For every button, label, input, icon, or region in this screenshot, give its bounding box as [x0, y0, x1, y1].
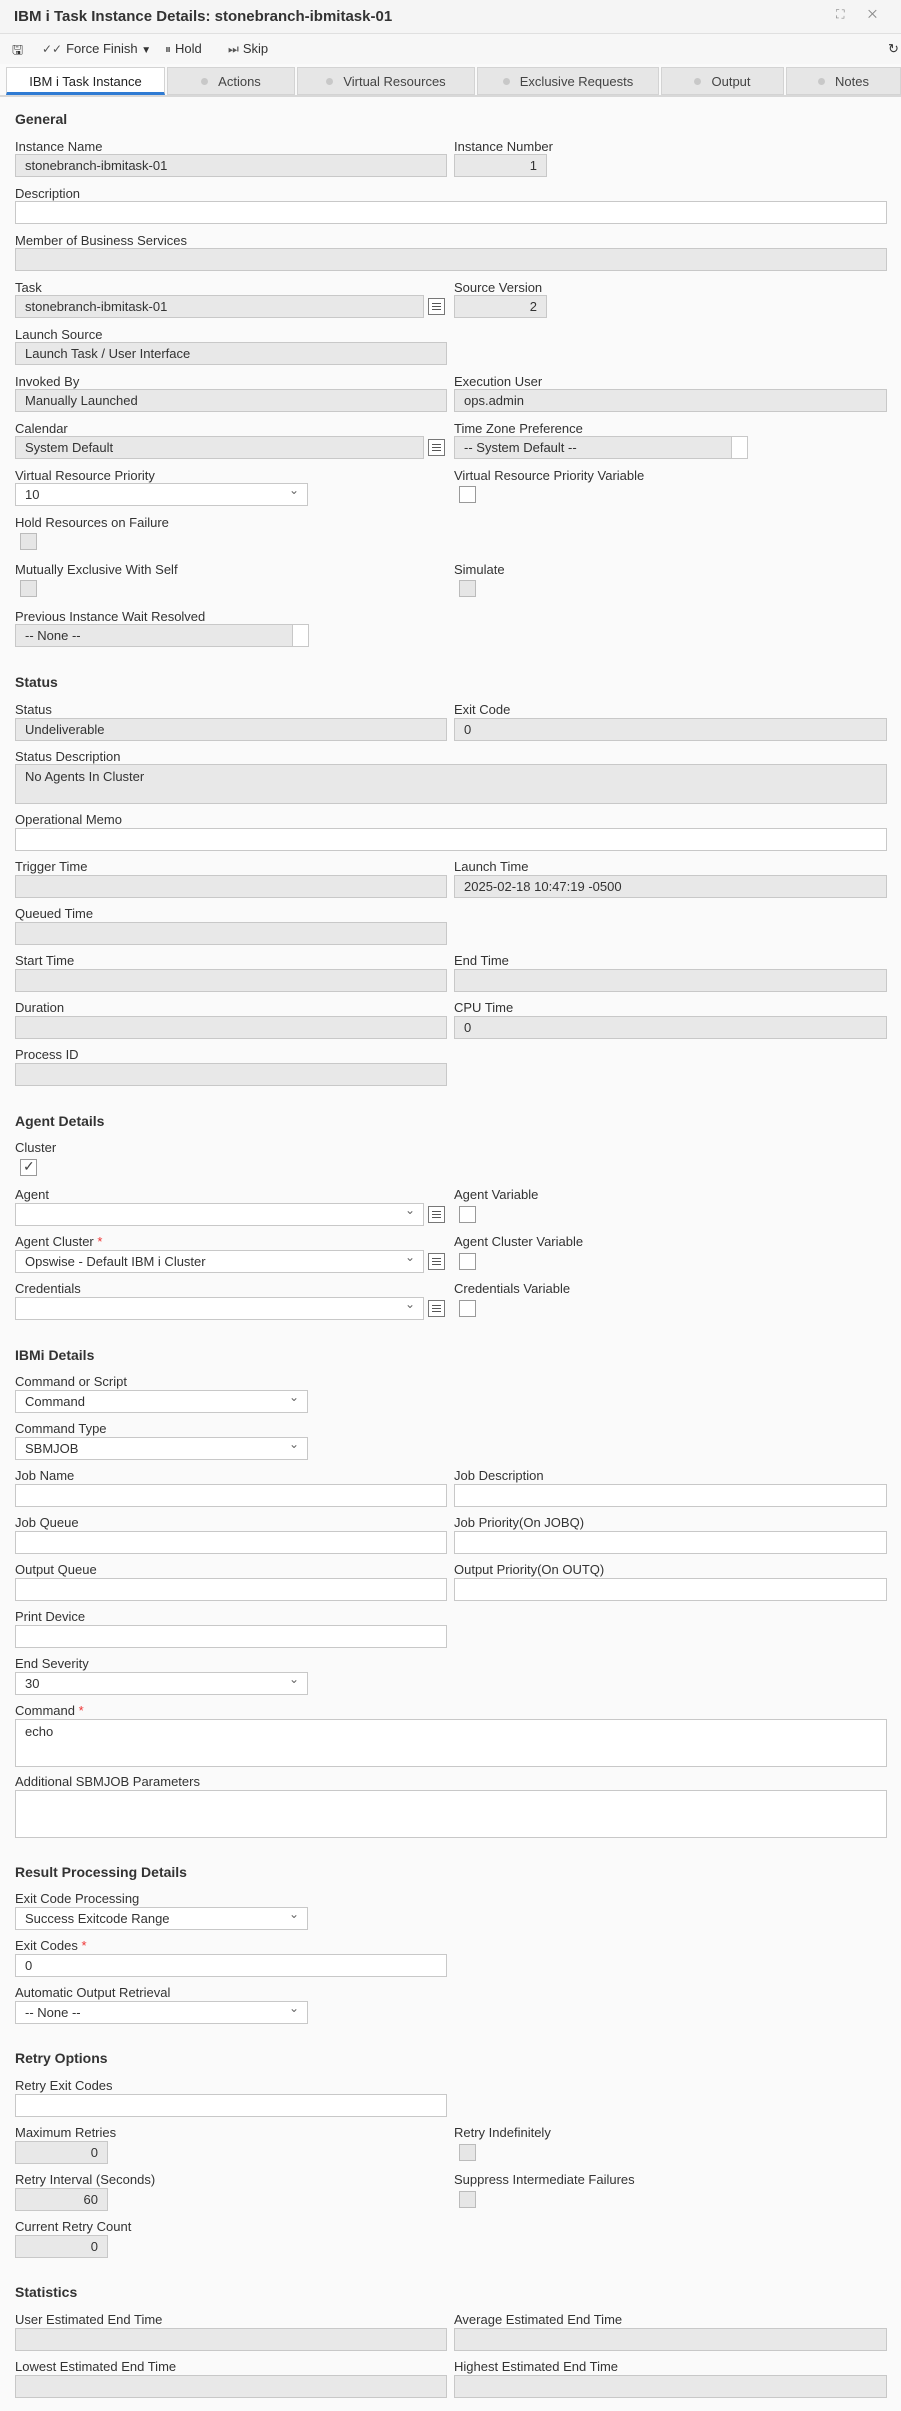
tab-actions[interactable]: Actions	[167, 67, 295, 95]
credentials-select[interactable]	[15, 1297, 424, 1320]
prev-instance-button[interactable]	[293, 624, 309, 647]
credentials-details-icon[interactable]	[428, 1300, 445, 1317]
status-description-field: No Agents In Cluster	[15, 764, 887, 804]
retry-interval-label: Retry Interval (Seconds)	[15, 2172, 156, 2187]
additional-sbmjob-textarea[interactable]	[15, 1790, 887, 1838]
credentials-label: Credentials	[15, 1281, 81, 1296]
auto-output-select[interactable]: -- None -- ⌄	[15, 2001, 308, 2024]
pause-icon: ⏸	[165, 42, 172, 56]
operational-memo-input[interactable]	[15, 828, 887, 851]
retry-indefinitely-checkbox[interactable]	[459, 2144, 476, 2161]
command-or-script-label: Command or Script	[15, 1374, 127, 1389]
agent-variable-checkbox[interactable]	[459, 1206, 476, 1223]
job-priority-input[interactable]	[454, 1531, 887, 1554]
user-estimated-end-field	[15, 2328, 447, 2351]
additional-sbmjob-label: Additional SBMJOB Parameters	[15, 1774, 200, 1789]
tab-exclusive-requests[interactable]: Exclusive Requests	[477, 67, 659, 95]
max-retries-label: Maximum Retries	[15, 2125, 117, 2140]
source-version-label: Source Version	[454, 280, 543, 295]
section-result-processing: Result Processing Details	[15, 1864, 187, 1880]
description-label: Description	[15, 186, 81, 201]
tab-status-dot	[503, 78, 510, 85]
current-retry-count-field: 0	[15, 2235, 108, 2258]
section-general: General	[15, 111, 68, 127]
output-priority-input[interactable]	[454, 1578, 887, 1601]
command-label: Command *	[15, 1703, 84, 1718]
duration-label: Duration	[15, 1000, 65, 1015]
launch-source-label: Launch Source	[15, 327, 103, 342]
start-time-label: Start Time	[15, 953, 75, 968]
command-type-label: Command Type	[15, 1421, 107, 1436]
average-estimated-end-field	[454, 2328, 887, 2351]
job-description-label: Job Description	[454, 1468, 544, 1483]
suppress-failures-label: Suppress Intermediate Failures	[454, 2172, 635, 2187]
required-marker: *	[97, 1234, 103, 1249]
trigger-time-field	[15, 875, 447, 898]
force-finish-button[interactable]: ✓✓ Force Finish ▼	[42, 41, 152, 56]
vr-priority-label: Virtual Resource Priority	[15, 468, 155, 483]
average-estimated-end-label: Average Estimated End Time	[454, 2312, 623, 2327]
invoked-by-field: Manually Launched	[15, 389, 447, 412]
agent-details-icon[interactable]	[428, 1206, 445, 1223]
window-title: IBM i Task Instance Details: stonebranch-ibmitask-01	[14, 8, 393, 25]
queued-time-label: Queued Time	[15, 906, 94, 921]
task-field: stonebranch-ibmitask-01	[15, 295, 424, 318]
end-severity-select[interactable]: 30 ⌄	[15, 1672, 308, 1695]
command-or-script-select[interactable]: Command ⌄	[15, 1390, 308, 1413]
job-description-input[interactable]	[454, 1484, 887, 1507]
execution-user-label: Execution User	[454, 374, 543, 389]
job-name-label: Job Name	[15, 1468, 75, 1483]
execution-user-field: ops.admin	[454, 389, 887, 412]
command-textarea[interactable]: echo	[15, 1719, 887, 1767]
agent-cluster-variable-checkbox[interactable]	[459, 1253, 476, 1270]
agent-select[interactable]	[15, 1203, 424, 1226]
time-zone-label: Time Zone Preference	[454, 421, 583, 436]
required-marker: *	[78, 1703, 84, 1718]
cpu-time-field: 0	[454, 1016, 887, 1039]
hold-resources-checkbox[interactable]	[20, 533, 37, 550]
prev-instance-field: -- None --	[15, 624, 293, 647]
job-queue-label: Job Queue	[15, 1515, 79, 1530]
section-statistics: Statistics	[15, 2284, 78, 2300]
cpu-time-label: CPU Time	[454, 1000, 514, 1015]
member-business-services-label: Member of Business Services	[15, 233, 187, 248]
refresh-icon[interactable]: ↻	[888, 41, 899, 56]
status-label: Status	[15, 702, 52, 717]
lowest-estimated-end-field	[15, 2375, 447, 2398]
job-queue-input[interactable]	[15, 1531, 447, 1554]
duration-field	[15, 1016, 447, 1039]
credentials-variable-label: Credentials Variable	[454, 1281, 571, 1296]
mutually-exclusive-label: Mutually Exclusive With Self	[15, 562, 178, 577]
simulate-checkbox[interactable]	[459, 580, 476, 597]
section-status: Status	[15, 674, 58, 690]
user-estimated-end-label: User Estimated End Time	[15, 2312, 163, 2327]
tab-output[interactable]: Output	[661, 67, 784, 95]
current-retry-count-label: Current Retry Count	[15, 2219, 132, 2234]
tab-bar	[0, 67, 901, 97]
simulate-label: Simulate	[454, 562, 505, 577]
cluster-label: Cluster	[15, 1140, 57, 1155]
exit-codes-label: Exit Codes *	[15, 1938, 87, 1953]
output-queue-label: Output Queue	[15, 1562, 97, 1577]
tab-status-dot	[694, 78, 701, 85]
instance-number-label: Instance Number	[454, 139, 553, 154]
calendar-label: Calendar	[15, 421, 68, 436]
instance-name-field: stonebranch-ibmitask-01	[15, 154, 447, 177]
job-priority-label: Job Priority(On JOBQ)	[454, 1515, 585, 1530]
launch-source-field: Launch Task / User Interface	[15, 342, 447, 365]
launch-time-field: 2025-02-18 10:47:19 -0500	[454, 875, 887, 898]
agent-variable-label: Agent Variable	[454, 1187, 539, 1202]
queued-time-field	[15, 922, 447, 945]
end-time-field	[454, 969, 887, 992]
cluster-checkbox[interactable]	[20, 1159, 37, 1176]
status-field: Undeliverable	[15, 718, 447, 741]
section-agent-details: Agent Details	[15, 1113, 105, 1129]
calendar-details-icon[interactable]	[428, 439, 445, 456]
print-device-input[interactable]	[15, 1625, 447, 1648]
save-icon[interactable]: 🖫	[12, 42, 24, 57]
agent-cluster-select[interactable]: Opswise - Default IBM i Cluster ⌄	[15, 1250, 424, 1273]
tab-status-dot	[326, 78, 333, 85]
tab-virtual-resources[interactable]: Virtual Resources	[297, 67, 475, 95]
hold-resources-label: Hold Resources on Failure	[15, 515, 169, 530]
start-time-field	[15, 969, 447, 992]
time-zone-button[interactable]	[732, 436, 748, 459]
calendar-field: System Default	[15, 436, 424, 459]
retry-exit-codes-label: Retry Exit Codes	[15, 2078, 113, 2093]
task-details-icon[interactable]	[428, 298, 445, 315]
status-description-label: Status Description	[15, 749, 121, 764]
instance-name-label: Instance Name	[15, 139, 103, 154]
exit-codes-input[interactable]: 0	[15, 1954, 447, 1977]
member-business-services-field[interactable]	[15, 248, 887, 271]
exit-code-processing-select[interactable]: Success Exitcode Range ⌄	[15, 1907, 308, 1930]
job-name-input[interactable]	[15, 1484, 447, 1507]
retry-exit-codes-input[interactable]	[15, 2094, 447, 2117]
tab-status-dot	[818, 78, 825, 85]
invoked-by-label: Invoked By	[15, 374, 80, 389]
force-finish-icon: ✓✓	[42, 42, 63, 56]
mutually-exclusive-checkbox[interactable]	[20, 580, 37, 597]
hold-button[interactable]: ⏸ Hold	[165, 41, 202, 56]
section-retry-options: Retry Options	[15, 2050, 108, 2066]
trigger-time-label: Trigger Time	[15, 859, 88, 874]
exit-code-label: Exit Code	[454, 702, 511, 717]
end-severity-label: End Severity	[15, 1656, 89, 1671]
command-type-select[interactable]: SBMJOB ⌄	[15, 1437, 308, 1460]
toolbar	[0, 34, 901, 64]
section-ibmi-details: IBMi Details	[15, 1347, 95, 1363]
suppress-failures-checkbox[interactable]	[459, 2191, 476, 2208]
highest-estimated-end-field	[454, 2375, 887, 2398]
credentials-variable-checkbox[interactable]	[459, 1300, 476, 1317]
agent-cluster-label: Agent Cluster *	[15, 1234, 103, 1249]
max-retries-field: 0	[15, 2141, 108, 2164]
tab-ibmi-task-instance[interactable]: IBM i Task Instance	[6, 67, 165, 95]
agent-cluster-variable-label: Agent Cluster Variable	[454, 1234, 584, 1249]
operational-memo-label: Operational Memo	[15, 812, 122, 827]
exit-code-processing-label: Exit Code Processing	[15, 1891, 140, 1906]
tab-status-dot	[201, 78, 208, 85]
required-marker: *	[81, 1938, 87, 1953]
tab-notes[interactable]: Notes	[786, 67, 901, 95]
process-id-label: Process ID	[15, 1047, 79, 1062]
time-zone-field: -- System Default --	[454, 436, 732, 459]
prev-instance-label: Previous Instance Wait Resolved	[15, 609, 206, 624]
agent-cluster-details-icon[interactable]	[428, 1253, 445, 1270]
description-input[interactable]	[15, 201, 887, 224]
end-time-label: End Time	[454, 953, 509, 968]
vr-priority-select[interactable]: 10 ⌄	[15, 483, 308, 506]
retry-indefinitely-label: Retry Indefinitely	[454, 2125, 551, 2140]
highest-estimated-end-label: Highest Estimated End Time	[454, 2359, 619, 2374]
vr-priority-variable-checkbox[interactable]	[459, 486, 476, 503]
chevron-down-icon: ▼	[141, 45, 152, 56]
vr-priority-variable-label: Virtual Resource Priority Variable	[454, 468, 645, 483]
output-priority-label: Output Priority(On OUTQ)	[454, 1562, 605, 1577]
print-device-label: Print Device	[15, 1609, 86, 1624]
window-controls[interactable]: ⛶ ✕	[836, 7, 887, 21]
instance-number-field: 1	[454, 154, 547, 177]
title-bar	[0, 0, 901, 34]
launch-time-label: Launch Time	[454, 859, 529, 874]
retry-interval-field: 60	[15, 2188, 108, 2211]
process-id-field	[15, 1063, 447, 1086]
source-version-field: 2	[454, 295, 547, 318]
lowest-estimated-end-label: Lowest Estimated End Time	[15, 2359, 177, 2374]
skip-icon: ⏭	[228, 42, 239, 56]
skip-button[interactable]: ⏭ Skip	[228, 41, 269, 56]
task-label: Task	[15, 280, 42, 295]
auto-output-label: Automatic Output Retrieval	[15, 1985, 171, 2000]
output-queue-input[interactable]	[15, 1578, 447, 1601]
exit-code-field: 0	[454, 718, 887, 741]
agent-label: Agent	[15, 1187, 49, 1202]
